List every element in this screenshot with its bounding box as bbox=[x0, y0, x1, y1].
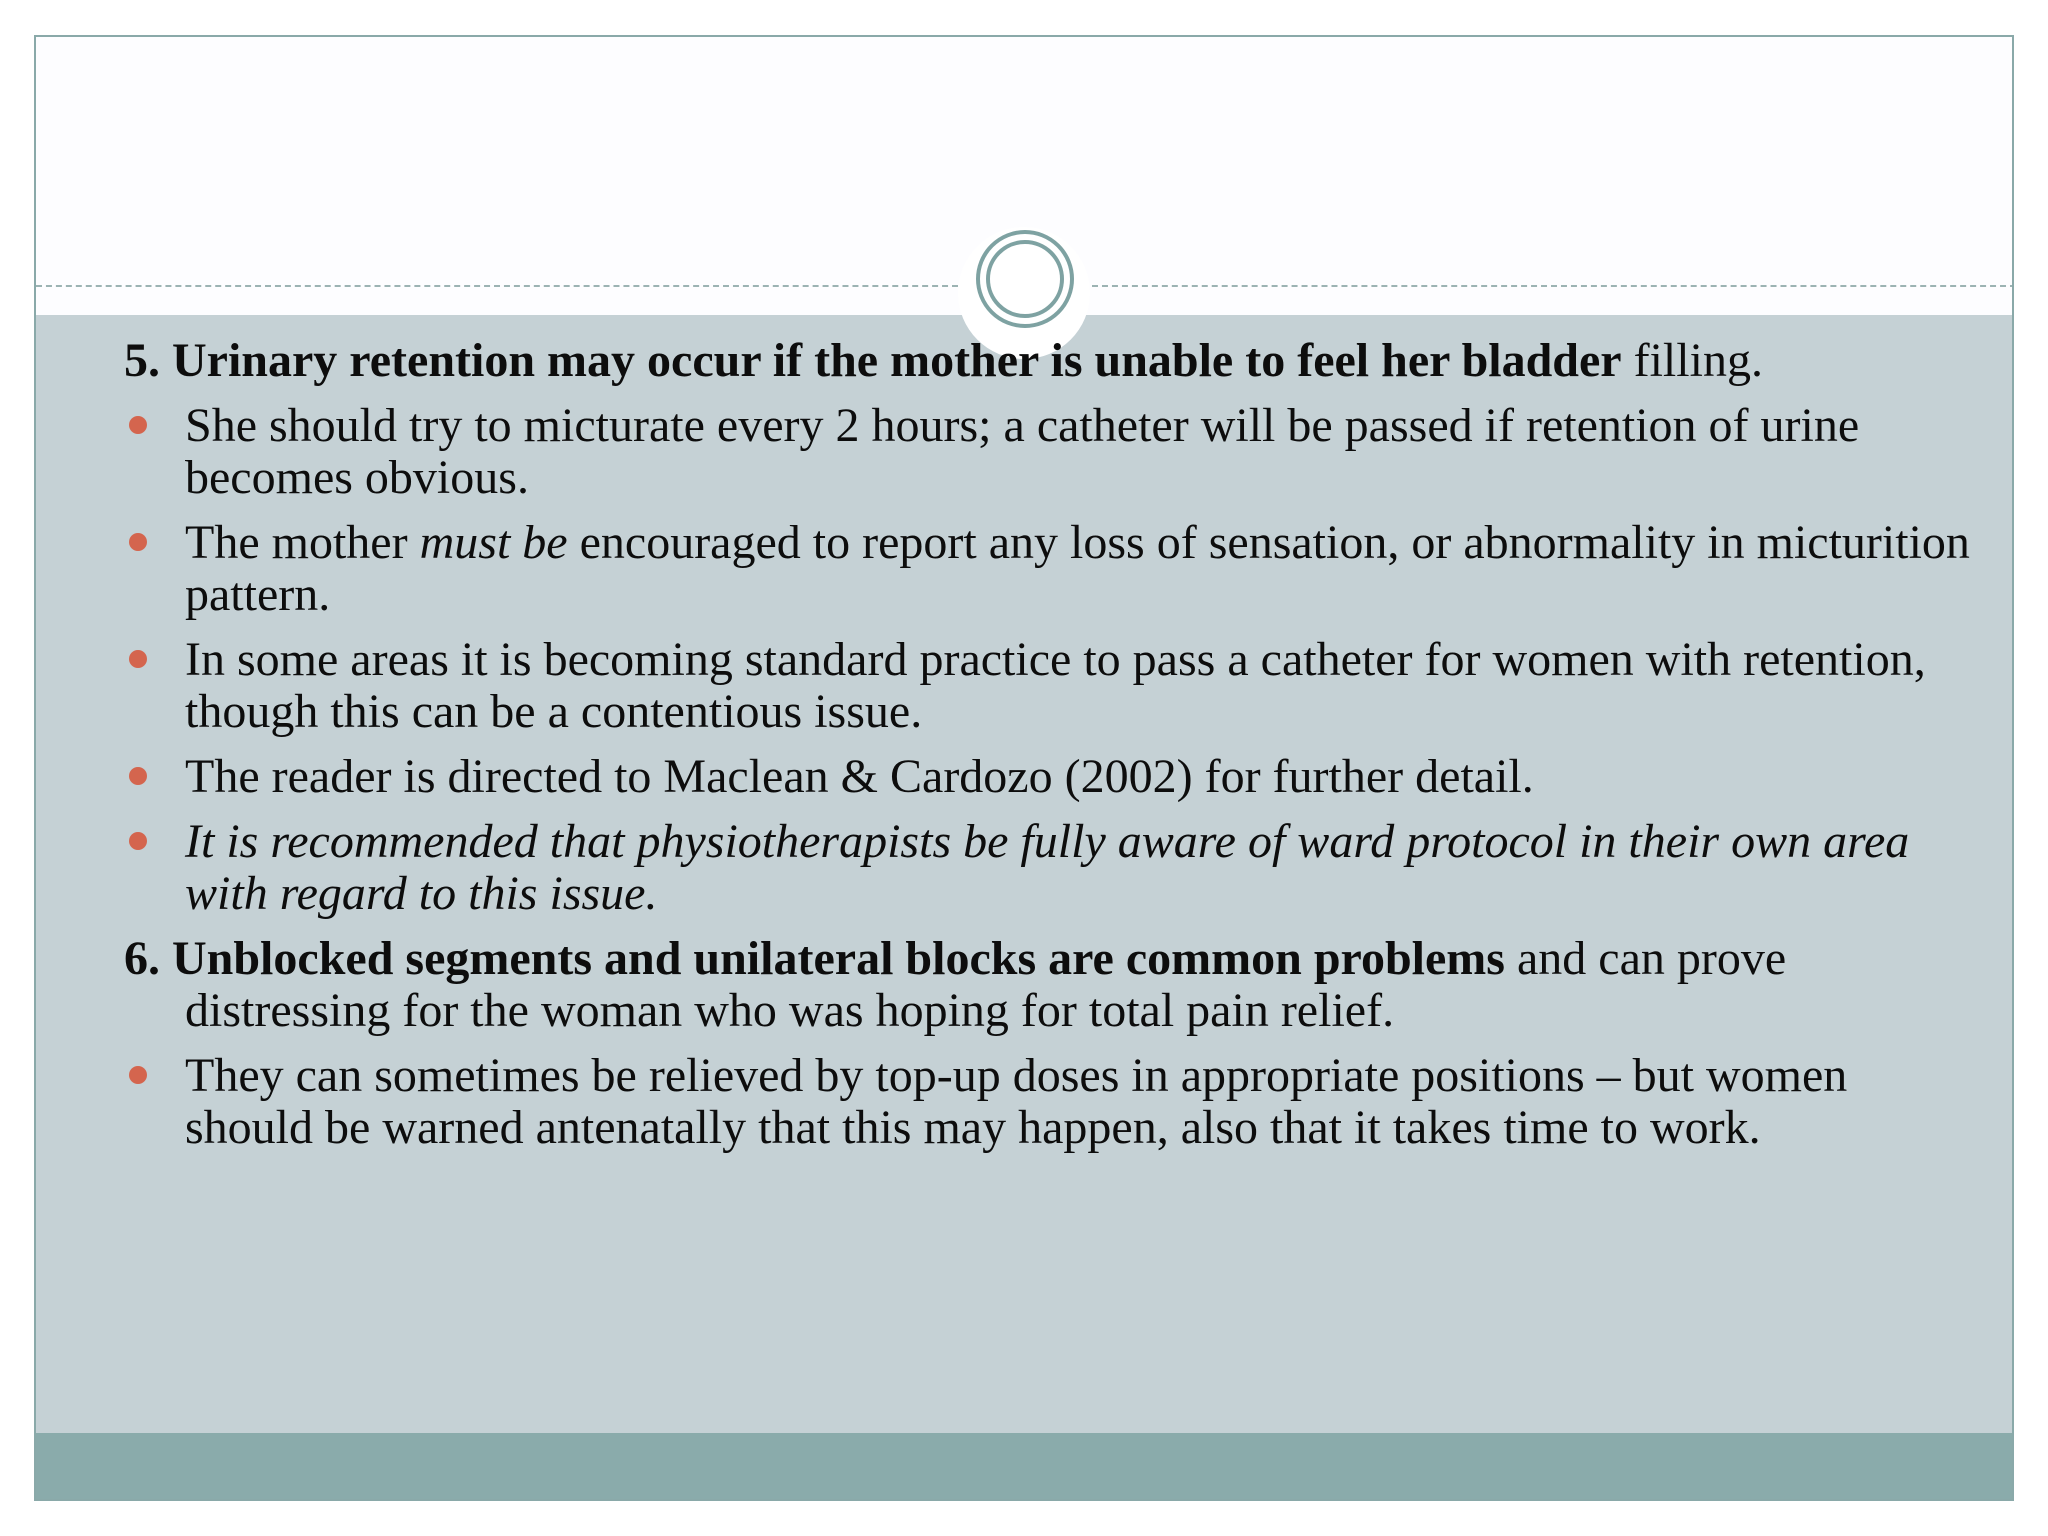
bullet-item bbox=[124, 816, 1984, 920]
point-5-text: filling. bbox=[1621, 334, 1763, 387]
bullet-text: They can sometimes be relieved by top-up doses in appropriate positions – but women should be warned antenatally that this may happen, also that it takes time to work. bbox=[185, 1049, 1848, 1154]
bullet-text: In some areas it is becoming standard practice to pass a catheter for women with retention, though this can be a contentious issue. bbox=[185, 633, 1926, 738]
point-6-paragraph bbox=[124, 933, 1984, 1037]
point-5-heading: 5. Urinary retention may occur if the mother is unable to feel her bladder bbox=[124, 334, 1622, 387]
bullet-text-start: The mother bbox=[185, 516, 420, 569]
point-5-paragraph bbox=[124, 335, 1984, 387]
bullet-icon bbox=[129, 416, 147, 434]
slide-footer-band bbox=[36, 1433, 2012, 1501]
bullet-item bbox=[124, 634, 1984, 738]
point-6-text: and can prove distressing for the woman who was hoping for total pain relief. bbox=[185, 932, 1787, 1037]
point-6-heading: 6. Unblocked segments and unilateral blocks are common problems bbox=[124, 932, 1505, 985]
bullet-icon bbox=[129, 832, 147, 850]
slide-body bbox=[124, 335, 1984, 1167]
bullet-text: The reader is directed to Maclean & Cardozo (2002) for further detail. bbox=[185, 750, 1534, 803]
slide bbox=[34, 35, 2014, 1501]
bullet-item bbox=[124, 400, 1984, 504]
bullet-icon bbox=[129, 1066, 147, 1084]
bullet-icon bbox=[129, 650, 147, 668]
bullet-text-emphasis: must be bbox=[419, 516, 568, 569]
bullet-item bbox=[124, 1050, 1984, 1154]
header-divider-right bbox=[1092, 285, 2014, 287]
bullet-icon bbox=[129, 533, 147, 551]
bullet-item bbox=[124, 517, 1984, 621]
bullet-text: She should try to micturate every 2 hours; a catheter will be passed if retention of urine becomes obvious. bbox=[185, 399, 1860, 504]
bullet-item bbox=[124, 751, 1984, 803]
header-divider-left bbox=[36, 285, 958, 287]
bullet-text-italic: It is recommended that physiotherapists be fully aware of ward protocol in their own area with regard to this issue. bbox=[185, 815, 1910, 920]
bullet-text-end: encouraged to report any loss of sensation, or abnormality in micturition pattern. bbox=[185, 516, 1970, 621]
ornament-inner-ring-icon bbox=[986, 240, 1064, 318]
bullet-icon bbox=[129, 767, 147, 785]
